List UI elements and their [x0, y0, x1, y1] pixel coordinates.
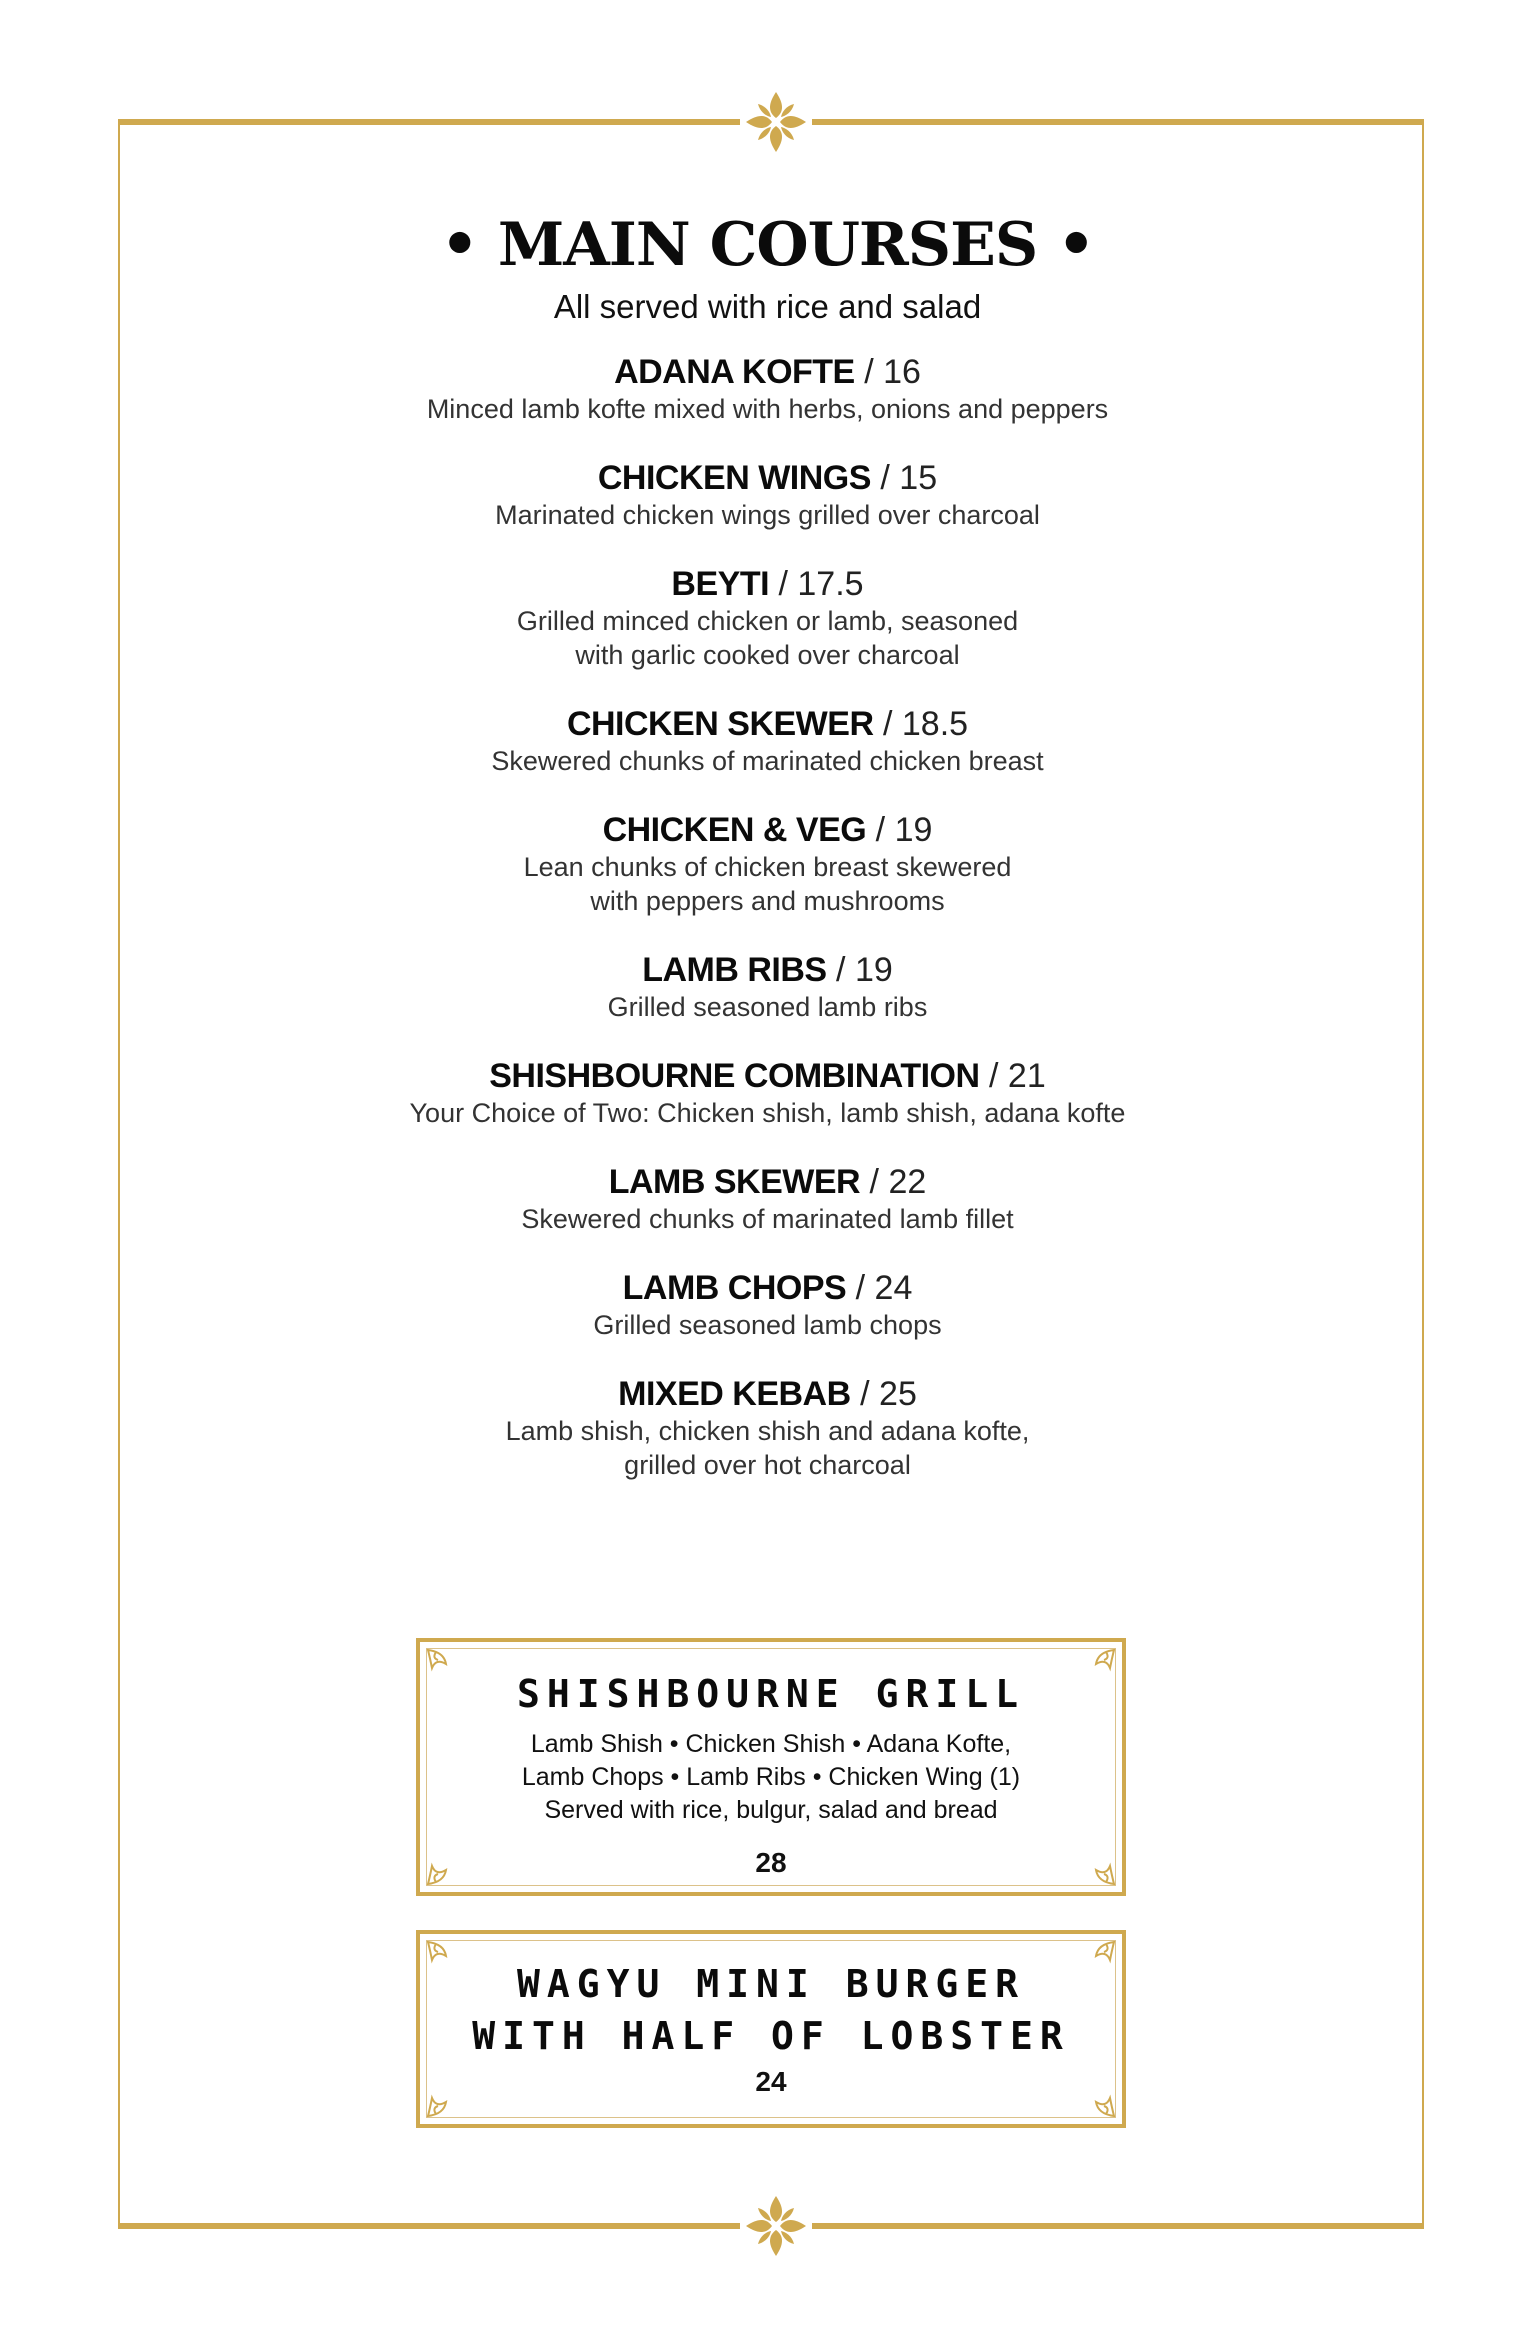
menu-item	[0, 1268, 1535, 1342]
menu-item	[0, 1056, 1535, 1130]
frame-top-left-line	[118, 119, 740, 125]
menu-header	[0, 210, 1535, 326]
item-separator: /	[836, 951, 846, 989]
grill-title: SHISHBOURNE GRILL	[517, 1672, 1025, 1716]
item-separator: /	[880, 459, 890, 497]
menu-item	[0, 1374, 1535, 1482]
item-description: Skewered chunks of marinated chicken breast	[491, 746, 1044, 776]
item-price: 17.5	[797, 565, 864, 603]
item-separator: /	[855, 1269, 866, 1307]
item-separator: /	[989, 1057, 999, 1095]
page-title: • MAIN COURSES •	[440, 210, 1095, 280]
item-separator: /	[778, 565, 788, 603]
item-name: CHICKEN SKEWER	[566, 705, 874, 743]
item-description: Lean chunks of chicken breast skewered with peppers and mushrooms	[523, 852, 1012, 916]
item-description: Grilled minced chicken or lamb, seasoned with garlic cooked over charcoal	[516, 606, 1019, 670]
menu-item	[0, 352, 1535, 426]
item-name: MIXED KEBAB	[618, 1375, 851, 1413]
item-description: Marinated chicken wings grilled over charcoal	[495, 500, 1040, 530]
grill-price: 28	[755, 1847, 787, 1878]
item-name: ADANA KOFTE	[614, 353, 855, 391]
item-price: 15	[899, 459, 938, 497]
item-description: Minced lamb kofte mixed with herbs, onions and peppers	[426, 394, 1109, 424]
burger-price: 24	[755, 2066, 787, 2097]
item-name: BEYTI	[671, 565, 770, 603]
flower-ornament-icon	[744, 2194, 808, 2258]
menu-item	[0, 810, 1535, 918]
item-name: LAMB RIBS	[642, 951, 827, 989]
item-name: LAMB CHOPS	[622, 1269, 847, 1307]
page-subtitle: All served with rice and salad	[553, 288, 982, 325]
item-separator: /	[869, 1163, 879, 1201]
item-price: 19	[854, 951, 893, 989]
menu-item	[0, 564, 1535, 672]
item-separator: /	[860, 1375, 870, 1413]
frame-bottom-left-line	[118, 2223, 740, 2229]
item-name: SHISHBOURNE COMBINATION	[489, 1057, 980, 1095]
item-price: 18.5	[901, 705, 969, 743]
item-separator: /	[875, 811, 886, 849]
item-name: CHICKEN & VEG	[602, 811, 867, 849]
item-description: Your Choice of Two: Chicken shish, lamb shish, adana kofte	[409, 1098, 1126, 1128]
menu-item	[0, 1162, 1535, 1236]
item-price: 25	[879, 1375, 917, 1413]
item-price: 21	[1007, 1057, 1046, 1095]
burger-title-line2: WITH HALF OF LOBSTER	[472, 2014, 1070, 2058]
menu-item	[0, 704, 1535, 778]
item-price: 16	[883, 353, 921, 391]
item-name: CHICKEN WINGS	[597, 459, 871, 497]
grill-platter-box	[416, 1638, 1126, 1896]
item-description: Grilled seasoned lamb ribs	[607, 992, 928, 1022]
frame-bottom-right-line	[812, 2223, 1424, 2229]
frame-top-right-line	[812, 119, 1424, 125]
item-description: Skewered chunks of marinated lamb fillet	[521, 1204, 1014, 1234]
item-name: LAMB SKEWER	[608, 1163, 861, 1201]
menu-item-list	[0, 352, 1535, 1514]
wagyu-burger-box	[416, 1930, 1126, 2128]
menu-item	[0, 950, 1535, 1024]
burger-title-line1: WAGYU MINI BURGER	[517, 1962, 1025, 2006]
item-description: Lamb shish, chicken shish and adana kofte, grilled over hot charcoal	[505, 1416, 1030, 1480]
item-price: 22	[888, 1163, 927, 1201]
item-price: 24	[874, 1269, 913, 1307]
item-separator: /	[864, 353, 874, 391]
item-separator: /	[882, 705, 893, 743]
menu-item	[0, 458, 1535, 532]
flower-ornament-icon	[744, 90, 808, 154]
item-price: 19	[894, 811, 933, 849]
item-description: Grilled seasoned lamb chops	[593, 1310, 942, 1340]
grill-description: Lamb Shish • Chicken Shish • Adana Kofte, Lamb Chops • Lamb Ribs • Chicken Wing (1) Served with rice, bulgur, salad and bread	[521, 1730, 1021, 1824]
